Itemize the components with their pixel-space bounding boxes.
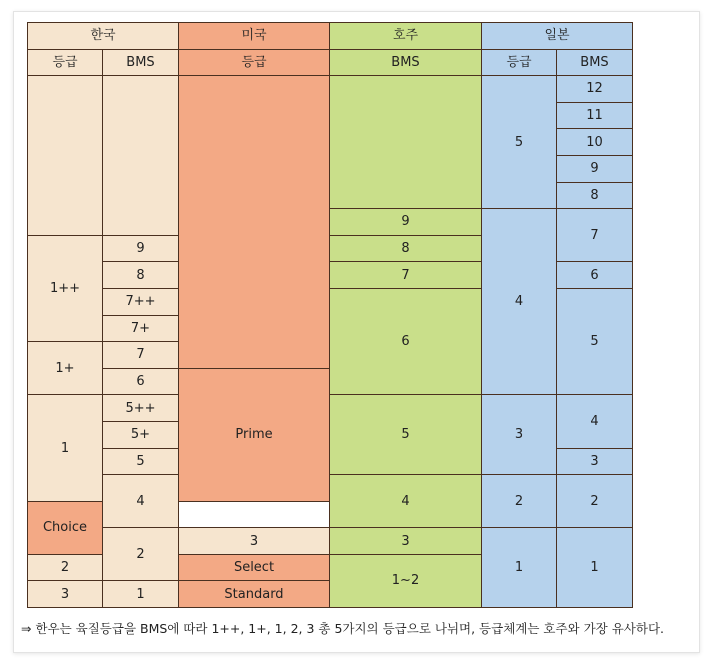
usa-grade-cell: Select: [179, 554, 330, 581]
korea-grade-header: 등급: [28, 49, 103, 76]
australia-bms-header: BMS: [330, 49, 482, 76]
korea-grade-cell: 2: [103, 528, 179, 581]
korea-bms-cell: 7+: [103, 315, 179, 342]
grade-comparison-table: [27, 22, 633, 608]
korea-header: 한국: [28, 23, 179, 50]
korea-bms-cell: 8: [103, 262, 179, 289]
korea-grade-cell: 1: [28, 395, 103, 501]
japan-bms-header: BMS: [557, 49, 633, 76]
japan-bms-cell: 12: [557, 76, 633, 103]
japan-bms-cell: 10: [557, 129, 633, 156]
japan-bms-cell: 11: [557, 102, 633, 129]
australia-bms-cell: 6: [330, 288, 482, 394]
korea-bms-cell: 4: [103, 475, 179, 528]
korea-bms-cell: 9: [103, 235, 179, 262]
korea-bms-cell: 7++: [103, 288, 179, 315]
country-header-row: [28, 23, 633, 50]
table-row: [28, 528, 633, 555]
korea-grade-cell: 1+: [28, 342, 103, 395]
usa-grade-cell: Standard: [179, 581, 330, 608]
usa-grade-empty: [179, 76, 330, 369]
korea-grade-cell: 1++: [28, 235, 103, 341]
usa-grade-header: 등급: [179, 49, 330, 76]
japan-bms-cell: 4: [557, 395, 633, 448]
usa-grade-cell: Prime: [179, 368, 330, 501]
australia-bms-empty: [330, 76, 482, 209]
korea-grade-empty: [28, 76, 103, 236]
australia-bms-cell: 5: [330, 395, 482, 475]
australia-bms-cell: 3: [330, 528, 482, 555]
korea-bms-header: BMS: [103, 49, 179, 76]
australia-bms-cell: 9: [330, 209, 482, 236]
usa-grade-cell: Choice: [28, 501, 103, 554]
japan-bms-cell: 2: [557, 475, 633, 528]
australia-bms-cell: 4: [330, 475, 482, 528]
korea-grade-cell: 3: [28, 581, 103, 608]
japan-bms-cell: 1: [557, 528, 633, 608]
japan-bms-cell: 5: [557, 288, 633, 394]
japan-bms-cell: 9: [557, 155, 633, 182]
japan-bms-cell: 7: [557, 209, 633, 262]
japan-header: 일본: [482, 23, 633, 50]
usa-header: 미국: [179, 23, 330, 50]
korea-bms-cell: 5++: [103, 395, 179, 422]
japan-grade-cell: 4: [482, 209, 557, 395]
japan-grade-cell: 1: [482, 528, 557, 608]
korea-bms-cell: 7: [103, 342, 179, 369]
japan-grade-cell: 2: [482, 475, 557, 528]
japan-bms-cell: 3: [557, 448, 633, 475]
korea-bms-cell: 1: [103, 581, 179, 608]
australia-bms-cell: 1~2: [330, 554, 482, 607]
australia-bms-cell: 8: [330, 235, 482, 262]
australia-bms-cell: 7: [330, 262, 482, 289]
korea-bms-empty: [103, 76, 179, 236]
table-row: [28, 76, 633, 103]
korea-bms-cell: 2: [28, 554, 103, 581]
korea-bms-cell: 6: [103, 368, 179, 395]
japan-grade-cell: 3: [482, 395, 557, 475]
korea-bms-cell: 5: [103, 448, 179, 475]
sub-header-row: [28, 49, 633, 76]
japan-bms-cell: 6: [557, 262, 633, 289]
footnote: ⇒ 한우는 육질등급을 BMS에 따라 1++, 1+, 1, 2, 3 총 5가지의 등급으로 나뉘며, 등급체계는 호주와 가장 유사하다.: [21, 621, 664, 636]
table-row: [28, 395, 633, 422]
table-row: [28, 475, 633, 502]
korea-bms-cell: 3: [179, 528, 330, 555]
australia-header: 호주: [330, 23, 482, 50]
japan-grade-header: 등급: [482, 49, 557, 76]
japan-grade-cell: 5: [482, 76, 557, 209]
japan-bms-cell: 8: [557, 182, 633, 209]
korea-bms-cell: 5+: [103, 421, 179, 448]
